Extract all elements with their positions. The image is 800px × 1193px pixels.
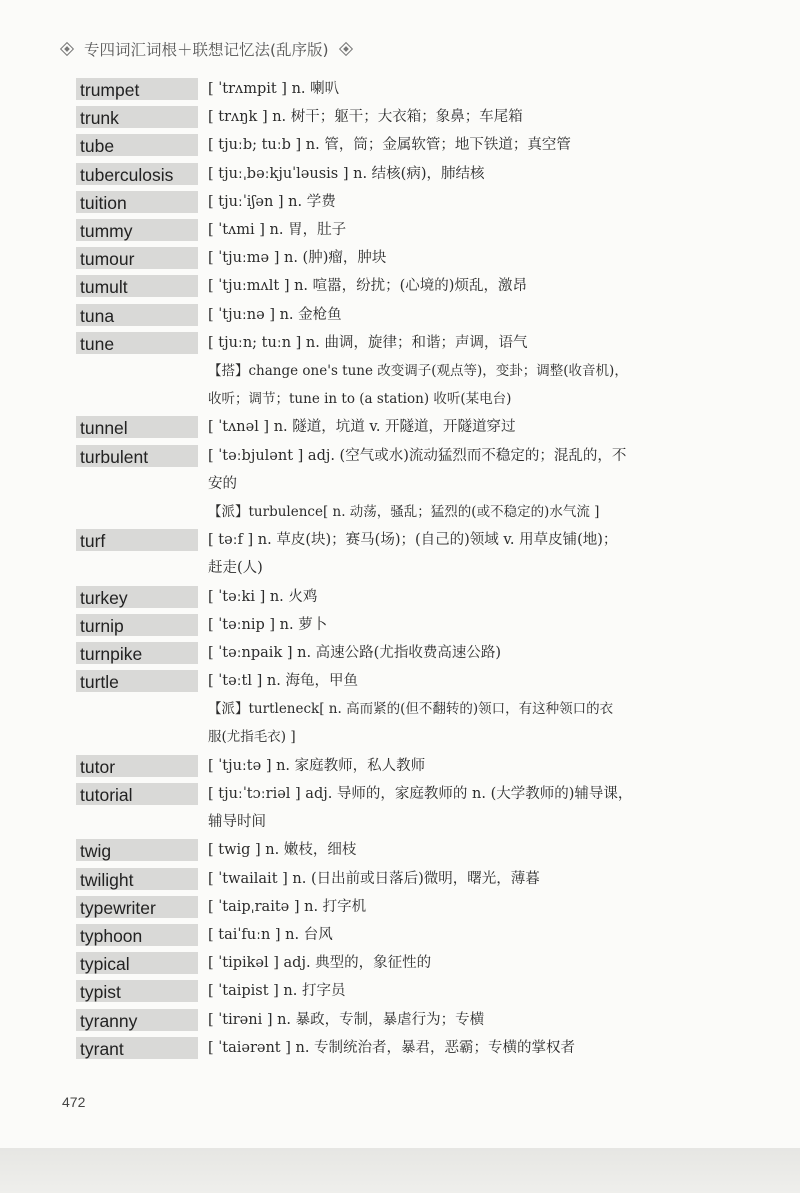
header-title: 专四词汇词根＋联想记忆法(乱序版) bbox=[84, 41, 329, 59]
headword: tuition bbox=[80, 192, 127, 213]
definition bbox=[208, 949, 728, 977]
diamond-ornament-icon bbox=[339, 42, 353, 56]
definition bbox=[208, 103, 728, 131]
definition-line: [ ˈtʌmi ] n. 胃，肚子 bbox=[208, 222, 347, 238]
definition-line: [ təːf ] n. 草皮(块)；赛马(场)；(自己的)领域 v. 用草皮铺(地)； bbox=[208, 532, 618, 549]
definition-line: [ ˈtipikəl ] adj. 典型的，象征性的 bbox=[208, 955, 432, 972]
definition bbox=[208, 329, 728, 413]
definition-line: [ ˈtaipist ] n. 打字员 bbox=[208, 983, 346, 1000]
definition bbox=[208, 413, 728, 441]
headword: twilight bbox=[80, 869, 134, 890]
headword: tyrant bbox=[80, 1038, 124, 1059]
definition-line: 安的 bbox=[208, 475, 237, 492]
headword: tutorial bbox=[80, 785, 133, 805]
definition bbox=[208, 893, 728, 921]
definition bbox=[208, 752, 728, 780]
headword: typist bbox=[80, 982, 121, 1003]
definition-line: [ tjuːb; tuːb ] n. 管，筒；金属软管；地下铁道；真空管 bbox=[208, 137, 571, 154]
definition-line: 辅导时间 bbox=[208, 814, 266, 830]
headword: tumult bbox=[80, 277, 128, 298]
definition-line: 赶走(人) bbox=[208, 560, 263, 577]
headword: tube bbox=[80, 136, 115, 157]
definition-line: [ ˈtəːbjulənt ] adj. (空气或水)流动猛烈而不稳定的；混乱的，不 bbox=[208, 447, 627, 464]
definition bbox=[208, 865, 728, 893]
headword: tuberculosis bbox=[80, 164, 174, 185]
headword: turtle bbox=[80, 672, 119, 693]
definition-line: [ ˈtʌnəl ] n. 隧道，坑道 v. 开隧道，开隧道穿过 bbox=[208, 419, 516, 436]
definition-line: [ ˈtaipˌraitə ] n. 打字机 bbox=[208, 898, 367, 915]
definition-line: [ tjuːˈiʃən ] n. 学费 bbox=[208, 193, 336, 210]
definition-line: [ tjuːˈtɔːriəl ] adj. 导师的，家庭教师的 n. (大学教师的)辅导课， bbox=[208, 786, 633, 802]
headword: typhoon bbox=[80, 926, 143, 946]
definition-line: [ ˈtaiərənt ] n. 专制统治者，暴君，恶霸；专横的掌权者 bbox=[208, 1039, 576, 1056]
usage-note: 【派】turtleneck[ n. 高而紧的(但不翻转的)领口，有这种领口的衣 bbox=[208, 701, 614, 718]
definition-line: [ ˈtjuːnə ] n. 金枪鱼 bbox=[208, 306, 342, 323]
definition bbox=[208, 1034, 728, 1062]
definition bbox=[208, 921, 728, 949]
definition bbox=[208, 244, 728, 272]
headword: tutor bbox=[80, 756, 116, 777]
headword: turnpike bbox=[80, 644, 143, 664]
definition-line: [ ˈtrʌmpit ] n. 喇叭 bbox=[208, 81, 340, 97]
definition bbox=[208, 131, 728, 159]
definition bbox=[208, 301, 728, 329]
definition-line: [ tjuːˌbəːkjuˈləusis ] n. 结核(病)，肺结核 bbox=[208, 165, 485, 182]
headword: typewriter bbox=[80, 897, 156, 918]
definition-line: 服(尤指毛衣) ] bbox=[208, 729, 296, 746]
definition-line: [ tjuːn; tuːn ] n. 曲调，旋律；和谐；声调，语气 bbox=[208, 334, 528, 351]
headword: typical bbox=[80, 954, 130, 975]
definition-line: [ ˈtjuːtə ] n. 家庭教师，私人教师 bbox=[208, 757, 426, 774]
headword: trumpet bbox=[80, 80, 140, 100]
headword: turkey bbox=[80, 587, 128, 608]
definition-line: [ ˈtwailait ] n. (日出前或日落后)微明，曙光，薄暮 bbox=[208, 870, 540, 887]
definition bbox=[208, 639, 728, 667]
definition bbox=[208, 216, 728, 244]
definition bbox=[208, 526, 728, 582]
definition bbox=[208, 188, 728, 216]
headword: trunk bbox=[80, 108, 119, 129]
definition-line: [ ˈtirəni ] n. 暴政，专制，暴虐行为；专横 bbox=[208, 1011, 485, 1028]
headword: twig bbox=[80, 841, 112, 862]
usage-note: 【搭】change one's tune 改变调子(观点等)，变卦；调整(收音机)， bbox=[208, 362, 628, 379]
headword: tummy bbox=[80, 221, 133, 241]
scan-margin bbox=[0, 1148, 800, 1193]
headword: tyranny bbox=[80, 1010, 138, 1031]
page-number: 472 bbox=[62, 1094, 86, 1110]
definition bbox=[208, 836, 728, 864]
diamond-ornament-icon bbox=[60, 42, 74, 56]
headword: tuna bbox=[80, 305, 115, 326]
headword: turnip bbox=[80, 615, 124, 636]
definition-line: [ trʌŋk ] n. 树干；躯干；大衣箱；象鼻；车尾箱 bbox=[208, 109, 523, 126]
definition bbox=[208, 75, 728, 103]
usage-note: 【派】turbulence[ n. 动荡，骚乱；猛烈的(或不稳定的)水气流 ] bbox=[208, 503, 600, 520]
definition bbox=[208, 667, 728, 751]
definition bbox=[208, 442, 728, 526]
definition-line: [ taiˈfuːn ] n. 台风 bbox=[208, 927, 333, 943]
definition-line: [ twig ] n. 嫩枝，细枝 bbox=[208, 842, 357, 859]
definition bbox=[208, 272, 728, 300]
headword: turf bbox=[80, 531, 106, 552]
headword: tune bbox=[80, 333, 115, 354]
definition-line: [ ˈtəːnpaik ] n. 高速公路(尤指收费高速公路) bbox=[208, 645, 501, 661]
definition bbox=[208, 611, 728, 639]
definition-line: [ ˈtəːki ] n. 火鸡 bbox=[208, 588, 318, 605]
definition bbox=[208, 160, 728, 188]
definition-line: [ ˈtjuːmə ] n. (肿)瘤，肿块 bbox=[208, 250, 387, 267]
definition-line: 收听；调节；tune in to (a station) 收听(某电台) bbox=[208, 390, 512, 407]
headword: turbulent bbox=[80, 446, 149, 467]
headword: tumour bbox=[80, 249, 135, 270]
definition-line: [ ˈtəːnip ] n. 萝卜 bbox=[208, 616, 328, 633]
definition bbox=[208, 780, 728, 836]
definition bbox=[208, 1006, 728, 1034]
definition bbox=[208, 977, 728, 1005]
definition-line: [ ˈtjuːmʌlt ] n. 喧嚣，纷扰；(心境的)烦乱，激昂 bbox=[208, 278, 527, 295]
definition-line: [ ˈtəːtl ] n. 海龟，甲鱼 bbox=[208, 673, 358, 690]
headword: tunnel bbox=[80, 418, 128, 439]
running-header bbox=[58, 38, 355, 60]
definition bbox=[208, 583, 728, 611]
